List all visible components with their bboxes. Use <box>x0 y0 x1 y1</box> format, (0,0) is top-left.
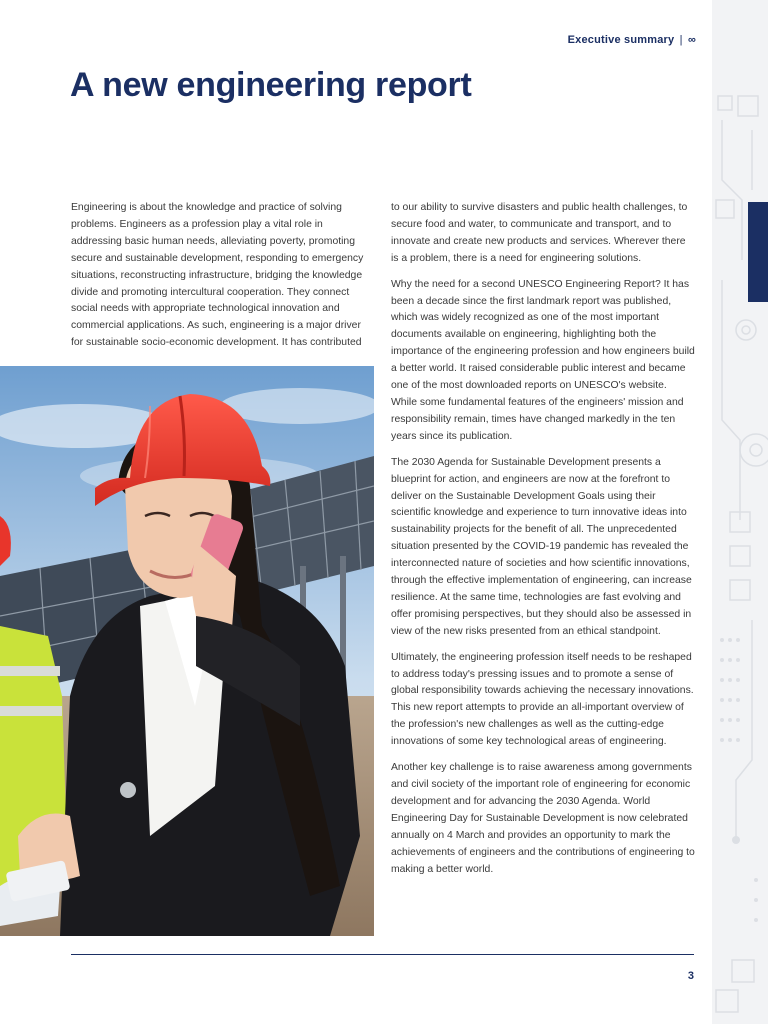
infinity-icon: ∞ <box>687 34 696 46</box>
right-column <box>391 200 695 887</box>
header-separator: | <box>679 34 683 46</box>
section-tab-marker <box>748 202 768 302</box>
paragraph: to our ability to survive disasters and public health challenges, to secure food and water, to communicate and transport, and to innovate and create new products and services. Wherever there is a problem, there is a need for engineering solutions. <box>391 202 688 264</box>
paragraph: Engineering is about the knowledge and practice of solving problems. Engineers as a profession play a vital role in addressing basic human needs, alleviating poverty, promoting secure and sustainable development, responding to emergency situations, reconstructing infrastructure, bridging the knowledge divide and promoting intercultural cooperation. They connect social needs with appropriate technological innovation and commercial applications. As such, engineering is a major driver for sustainable socio-economic development. It has contributed <box>71 202 364 349</box>
running-header <box>568 34 696 46</box>
paragraph: Ultimately, the engineering profession itself needs to be reshaped to address today's pressing issues and to promote a sense of global responsibility towards achieving the necessary innovations. This new report attempts to provide an all-important overview of the profession's new challenges as well as the cutting-edge innovations of some key technological areas of engineering. <box>391 651 694 748</box>
circuit-pattern-decoration <box>712 0 768 1024</box>
section-label: Executive summary <box>567 34 675 46</box>
engineer-photo <box>0 366 374 936</box>
page-title: A new engineering report <box>70 66 472 104</box>
page-number: 3 <box>687 970 694 982</box>
paragraph: Why the need for a second UNESCO Engineering Report? It has been a decade since the first landmark report was published, which was widely recognized as one of the most important documents available on engineering, highlighting both the importance of the engineering profession and how engineers build a better world. It raised considerable public interest and became one of the most downloaded reports on UNESCO's website. While some fundamental features of the engineers' mission and responsibility remain, times have changed markedly in the ten years since its publication. <box>391 278 695 442</box>
paragraph: The 2030 Agenda for Sustainable Development presents a blueprint for action, and engineers are now at the forefront to deliver on the Sustainable Development Goals using their scientific knowledge and experience to turn innovative ideas into sustainability projects for the benefit of all. The unprecedented situation presented by the COVID-19 pandemic has revealed the interconnected nature of societies and how scientific innovations, through the effective implementation of engineering, can increase resilience. At the same time, technologies are fast evolving and offer promising perspectives, but they should also be assessed in view of the new risks presented from an ethical standpoint. <box>391 456 692 637</box>
paragraph: Another key challenge is to raise awareness among governments and civil society of the important role of engineering for economic development and for advancing the 2030 Agenda. World Engineering Day for Sustainable Development is now celebrated annually on 4 March and provides an opportunity to mark the achievements of engineers and the contributions of engineering to making a better world. <box>391 762 695 875</box>
footer-rule <box>71 954 694 955</box>
engineer-illustration <box>0 366 374 936</box>
left-column <box>71 200 371 361</box>
